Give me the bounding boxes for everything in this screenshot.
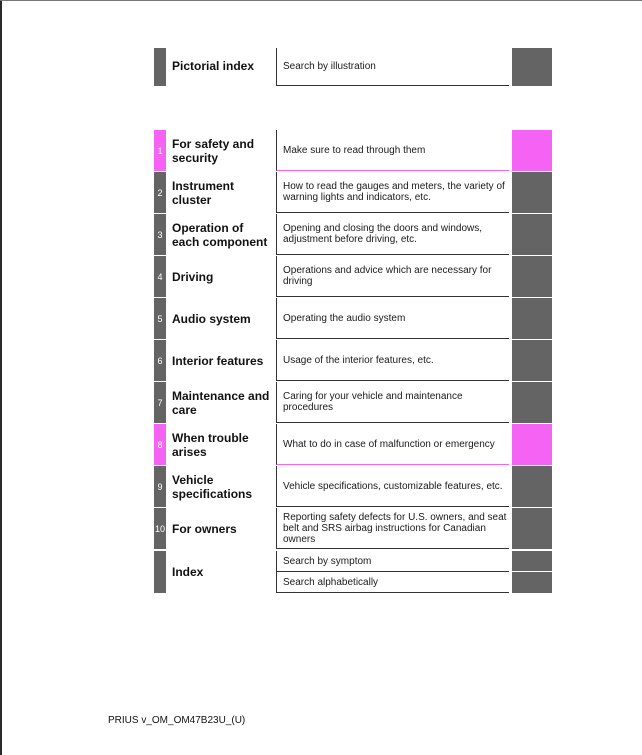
- chapter-block-2: [512, 172, 552, 213]
- chapter-block-3: [512, 214, 552, 255]
- chapter-title-8[interactable]: When trouble arises: [172, 430, 249, 459]
- chapter-desc-4[interactable]: Operations and advice which are necessary for driving: [276, 256, 509, 297]
- chapter-desc-10[interactable]: Reporting safety defects for U.S. owners, and seat belt and SRS airbag instructions for Canadian owners: [276, 508, 509, 549]
- chapter-row-7[interactable]: [154, 382, 552, 423]
- pictorial-index-desc[interactable]: Search by illustration: [276, 48, 509, 86]
- chapter-row-4[interactable]: [154, 256, 552, 297]
- chapter-tab-6: 6: [154, 340, 166, 381]
- chapter-tab-9: 9: [154, 466, 166, 507]
- chapter-row-6[interactable]: [154, 340, 552, 381]
- chapter-block-7: [512, 382, 552, 423]
- chapter-desc-6[interactable]: Usage of the interior features, etc.: [276, 340, 509, 381]
- chapter-tab-1: 1: [154, 130, 166, 171]
- chapter-title-2[interactable]: Instrument cluster: [172, 178, 235, 207]
- chapter-desc-7[interactable]: Caring for your vehicle and maintenance procedures: [276, 382, 509, 423]
- chapter-tab-10: 10: [154, 508, 166, 549]
- chapter-row-2[interactable]: [154, 172, 552, 213]
- page-edge-top: [0, 0, 642, 1]
- chapter-tab-5: 5: [154, 298, 166, 339]
- chapter-row-5[interactable]: [154, 298, 552, 339]
- chapter-tab-3: 3: [154, 214, 166, 255]
- pictorial-index-tab: [154, 48, 166, 86]
- chapter-block-10: [512, 508, 552, 549]
- chapter-tab-7: 7: [154, 382, 166, 423]
- chapter-row-8[interactable]: [154, 424, 552, 465]
- chapter-row-9[interactable]: [154, 466, 552, 507]
- chapter-title-3[interactable]: Operation of each component: [172, 220, 268, 249]
- chapter-desc-5[interactable]: Operating the audio system: [276, 298, 509, 339]
- chapter-desc-9[interactable]: Vehicle specifications, customizable features, etc.: [276, 466, 509, 507]
- chapter-block-1: [512, 130, 552, 171]
- chapter-desc-2[interactable]: How to read the gauges and meters, the variety of warning lights and indicators, etc.: [276, 172, 509, 213]
- index-desc-symptom[interactable]: Search by symptom: [276, 551, 509, 572]
- chapter-title-1[interactable]: For safety and security: [172, 136, 255, 165]
- chapter-desc-3[interactable]: Opening and closing the doors and windows, adjustment before driving, etc.: [276, 214, 509, 255]
- index-tab: [154, 551, 166, 593]
- chapter-title-9[interactable]: Vehicle specifications: [172, 472, 253, 501]
- chapter-block-4: [512, 256, 552, 297]
- page-edge-left: [0, 0, 2, 755]
- index-block-symptom: [512, 551, 552, 571]
- chapter-block-6: [512, 340, 552, 381]
- index-desc-alphabetical[interactable]: Search alphabetically: [276, 572, 509, 593]
- chapter-desc-1[interactable]: Make sure to read through them: [276, 130, 509, 171]
- chapter-tab-4: 4: [154, 256, 166, 297]
- chapter-title-4[interactable]: Driving: [172, 269, 214, 284]
- chapter-block-9: [512, 466, 552, 507]
- pictorial-index-block: [512, 48, 552, 86]
- chapter-tab-2: 2: [154, 172, 166, 213]
- index-title[interactable]: Index: [172, 565, 204, 579]
- index-row[interactable]: [154, 551, 552, 593]
- chapter-block-5: [512, 298, 552, 339]
- chapter-title-10[interactable]: For owners: [172, 521, 237, 536]
- chapter-title-6[interactable]: Interior features: [172, 353, 264, 368]
- pictorial-index-title[interactable]: Pictorial index: [172, 59, 255, 73]
- index-block-alphabetical: [512, 572, 552, 593]
- chapter-desc-8[interactable]: What to do in case of malfunction or emergency: [276, 424, 509, 465]
- chapter-title-5[interactable]: Audio system: [172, 311, 251, 326]
- chapter-block-8: [512, 424, 552, 465]
- pictorial-index-row[interactable]: [154, 48, 552, 86]
- document-footer: PRIUS v_OM_OM47B23U_(U): [108, 715, 246, 726]
- chapter-title-7[interactable]: Maintenance and care: [172, 388, 270, 417]
- chapter-tab-8: 8: [154, 424, 166, 465]
- chapter-row-10[interactable]: [154, 508, 552, 549]
- chapter-row-3[interactable]: [154, 214, 552, 255]
- chapter-row-1[interactable]: [154, 130, 552, 171]
